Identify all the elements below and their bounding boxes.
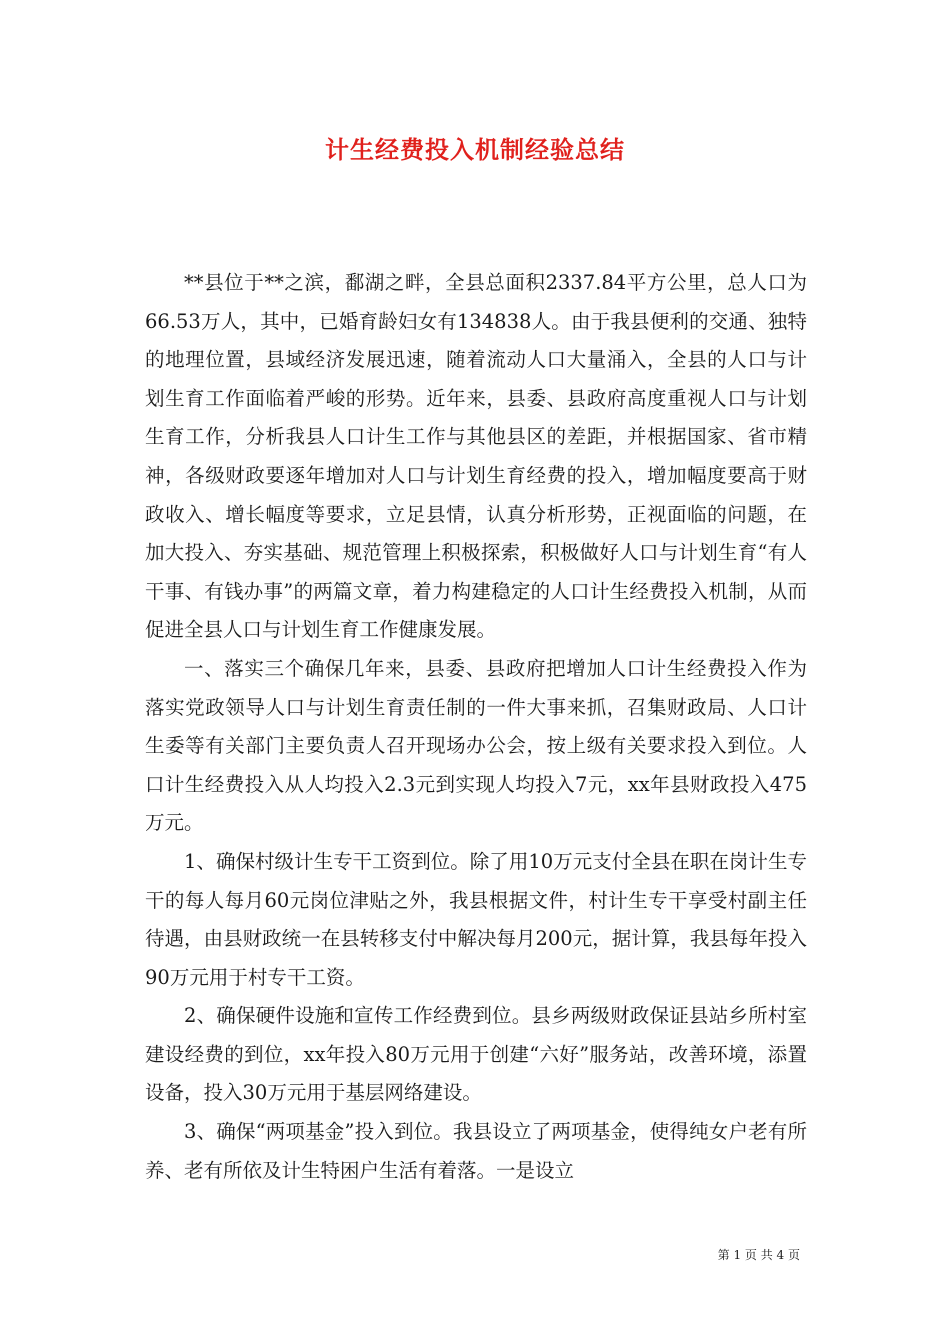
page-number: 第 1 页 共 4 页 [717, 1248, 800, 1262]
paragraph: 1、确保村级计生专干工资到位。除了用10万元支付全县在职在岗计生专干的每人每月60元岗位津贴之外，我县根据文件，村计生专干享受村副主任待遇，由县财政统一在县转移支付中解决每月200元，据计算，我县每年投入90万元用于村专干工资。 [145, 849, 807, 989]
paragraph: **县位于**之滨，鄱湖之畔，全县总面积2337.84平方公里，总人口为66.53万人，其中，已婚育龄妇女有134838人。由于我县便利的交通、独特的地理位置，县域经济发展迅速，随着流动人口大量涌入，全县的人口与计划生育工作面临着严峻的形势。近年来，县委、县政府高度重视人口与计划生育工作，分析我县人口计生工作与其他县区的差距，并根据国家、省市精神，各级财政要逐年增加对人口与计划生育经费的投入，增加幅度要高于财政收入、增长幅度等要求，立足县情，认真分析形势，正视面临的问题，在加大投入、夯实基础、规范管理上积极探索，积极做好人口与计划生育“有人干事、有钱办事”的两篇文章，着力构建稳定的人口计生经费投入机制，从而促进全县人口与计划生育工作健康发展。 [145, 271, 807, 642]
paragraph: 一、落实三个确保几年来，县委、县政府把增加人口计生经费投入作为落实党政领导人口与计划生育责任制的一件大事来抓，召集财政局、人口计生委等有关部门主要负责人召开现场办公会，按上级有关要求投入到位。人口计生经费投入从人均投入2.3元到实现人均投入7元，xx年县财政投入475万元。 [145, 656, 807, 835]
document-body [145, 264, 807, 1190]
document-title: 计生经费投入机制经验总结 [325, 135, 625, 164]
paragraph: 3、确保“两项基金”投入到位。我县设立了两项基金，使得纯女户老有所养、老有所依及计生特困户生活有着落。一是设立 [145, 1120, 807, 1182]
paragraph: 2、确保硬件设施和宣传工作经费到位。县乡两级财政保证县站乡所村室建设经费的到位，xx年投入80万元用于创建“六好”服务站，改善环境，添置设备，投入30万元用于基层网络建设。 [145, 1004, 807, 1105]
